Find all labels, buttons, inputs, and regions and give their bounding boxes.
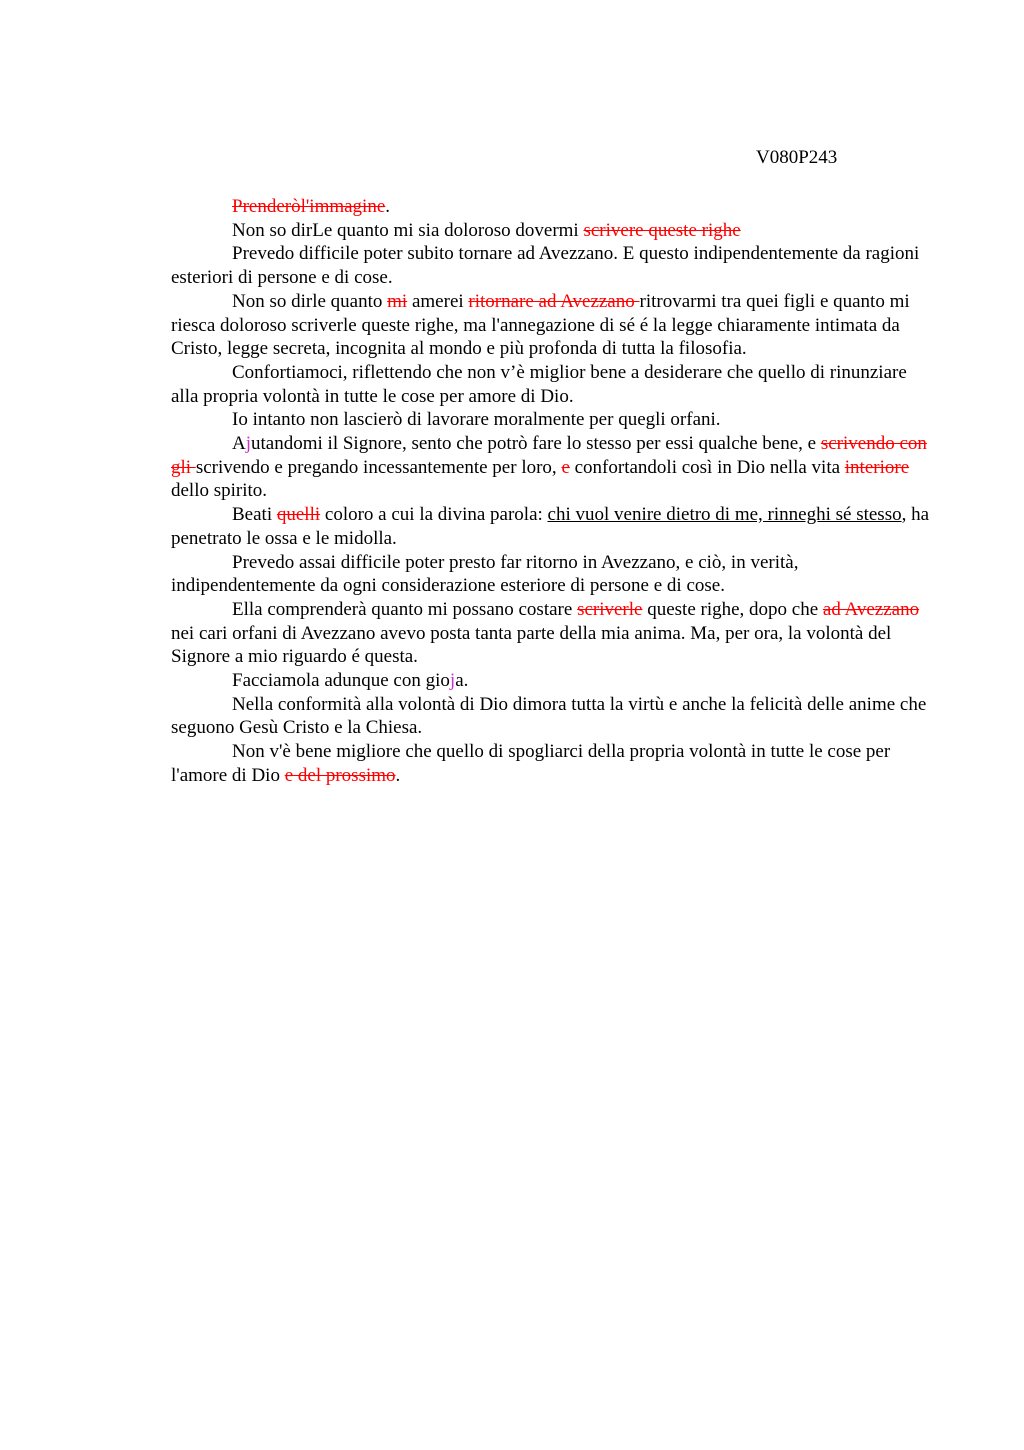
paragraph: [171, 290, 931, 361]
deleted-text: scriverle: [577, 598, 643, 620]
text-run: Nella conformità alla volontà di Dio dimora tutta la virtù e anche la felicità delle anime che seguono Gesù Cristo e la Chiesa.: [171, 693, 927, 739]
deleted-text: scrivere queste righe: [583, 219, 741, 241]
text-run: utandomi il Signore, sento che potrò fare lo stesso per essi qualche bene, e: [251, 433, 821, 455]
deleted-text: interiore: [844, 456, 910, 478]
deleted-text: mi: [387, 290, 408, 312]
text-run: coloro a cui la divina parola:: [320, 504, 548, 526]
deleted-text: Prenderòl'immagine: [232, 196, 386, 217]
text-run: scrivendo e pregando incessantemente per loro,: [195, 456, 562, 478]
text-run: Prevedo difficile poter subito tornare ad Avezzano. E questo indipendentemente da ragioni esteriori di persone e di cose.: [171, 243, 920, 289]
text-run: .: [385, 196, 391, 217]
paragraph: [171, 242, 931, 289]
text-run: Ella comprenderà quanto mi possano costare: [232, 598, 578, 620]
deleted-text: e del prossimo: [284, 764, 396, 786]
text-run: Non so dirle quanto: [232, 290, 388, 312]
text-run: ritrovarmi tra quei figli e quanto mi riesca doloroso scriverle queste righe, ma l'annegazione di sé é la legge chiaramente intimata da Cristo, legge secreta, incognita al mondo e più profonda di tutta la filosofia.: [171, 290, 910, 360]
text-run: .: [395, 764, 401, 786]
paragraph: [171, 408, 931, 432]
paragraph: [171, 551, 931, 598]
text-run: Facciamola adunque con gio: [232, 670, 450, 692]
text-run: amerei: [407, 290, 469, 312]
paragraph: [171, 693, 931, 740]
paragraph: [171, 432, 931, 503]
text-run: dello spirito.: [171, 480, 268, 502]
deleted-text: e: [561, 456, 570, 478]
deleted-text: ritornare ad Avezzano: [468, 290, 640, 312]
text-run: Non so dirLe quanto mi sia doloroso dovermi: [232, 219, 584, 241]
deleted-text: quelli: [276, 504, 321, 526]
text-run: Prevedo assai difficile poter presto far ritorno in Avezzano, e ciò, in verità, indipendentemente da ogni considerazione esteriore di persone e di cose.: [171, 551, 799, 597]
inserted-text: j: [245, 433, 252, 455]
text-run: confortandoli così in Dio nella vita: [569, 456, 845, 478]
text-run: queste righe, dopo che: [642, 598, 823, 620]
underlined-text: chi vuol venire dietro di me, rinneghi sé stesso: [547, 504, 902, 526]
document-body: [171, 195, 931, 788]
paragraph: [171, 669, 931, 693]
paragraph: [171, 598, 931, 669]
text-run: A: [232, 433, 246, 455]
deleted-text: ad Avezzano: [822, 598, 920, 620]
text-run: Confortiamoci, riflettendo che non v’è miglior bene a desiderare che quello di rinunziare alla propria volontà in tutte le cose per amore di Dio.: [171, 361, 907, 407]
paragraph: [171, 361, 931, 408]
paragraph: [171, 503, 931, 550]
text-run: a.: [455, 670, 469, 692]
inserted-text: j: [449, 670, 456, 692]
text-run: Non v'è bene migliore che quello di spogliarci della propria volontà in tutte le cose per l'amore di Dio: [171, 741, 891, 786]
deleted-text: scrivendo con gli: [171, 433, 927, 478]
text-run: nei cari orfani di Avezzano avevo posta tanta parte della mia anima. Ma, per ora, la volontà del Signore a mio riguardo é questa.: [171, 622, 892, 668]
text-run: , ha penetrato le ossa e le midolla.: [171, 504, 930, 549]
text-run: Beati: [232, 504, 277, 526]
document-id: V080P243: [756, 147, 838, 168]
paragraph: [171, 219, 931, 243]
paragraph: [171, 195, 931, 219]
paragraph: [171, 740, 931, 787]
text-run: Io intanto non lascierò di lavorare moralmente per quegli orfani.: [232, 409, 721, 431]
